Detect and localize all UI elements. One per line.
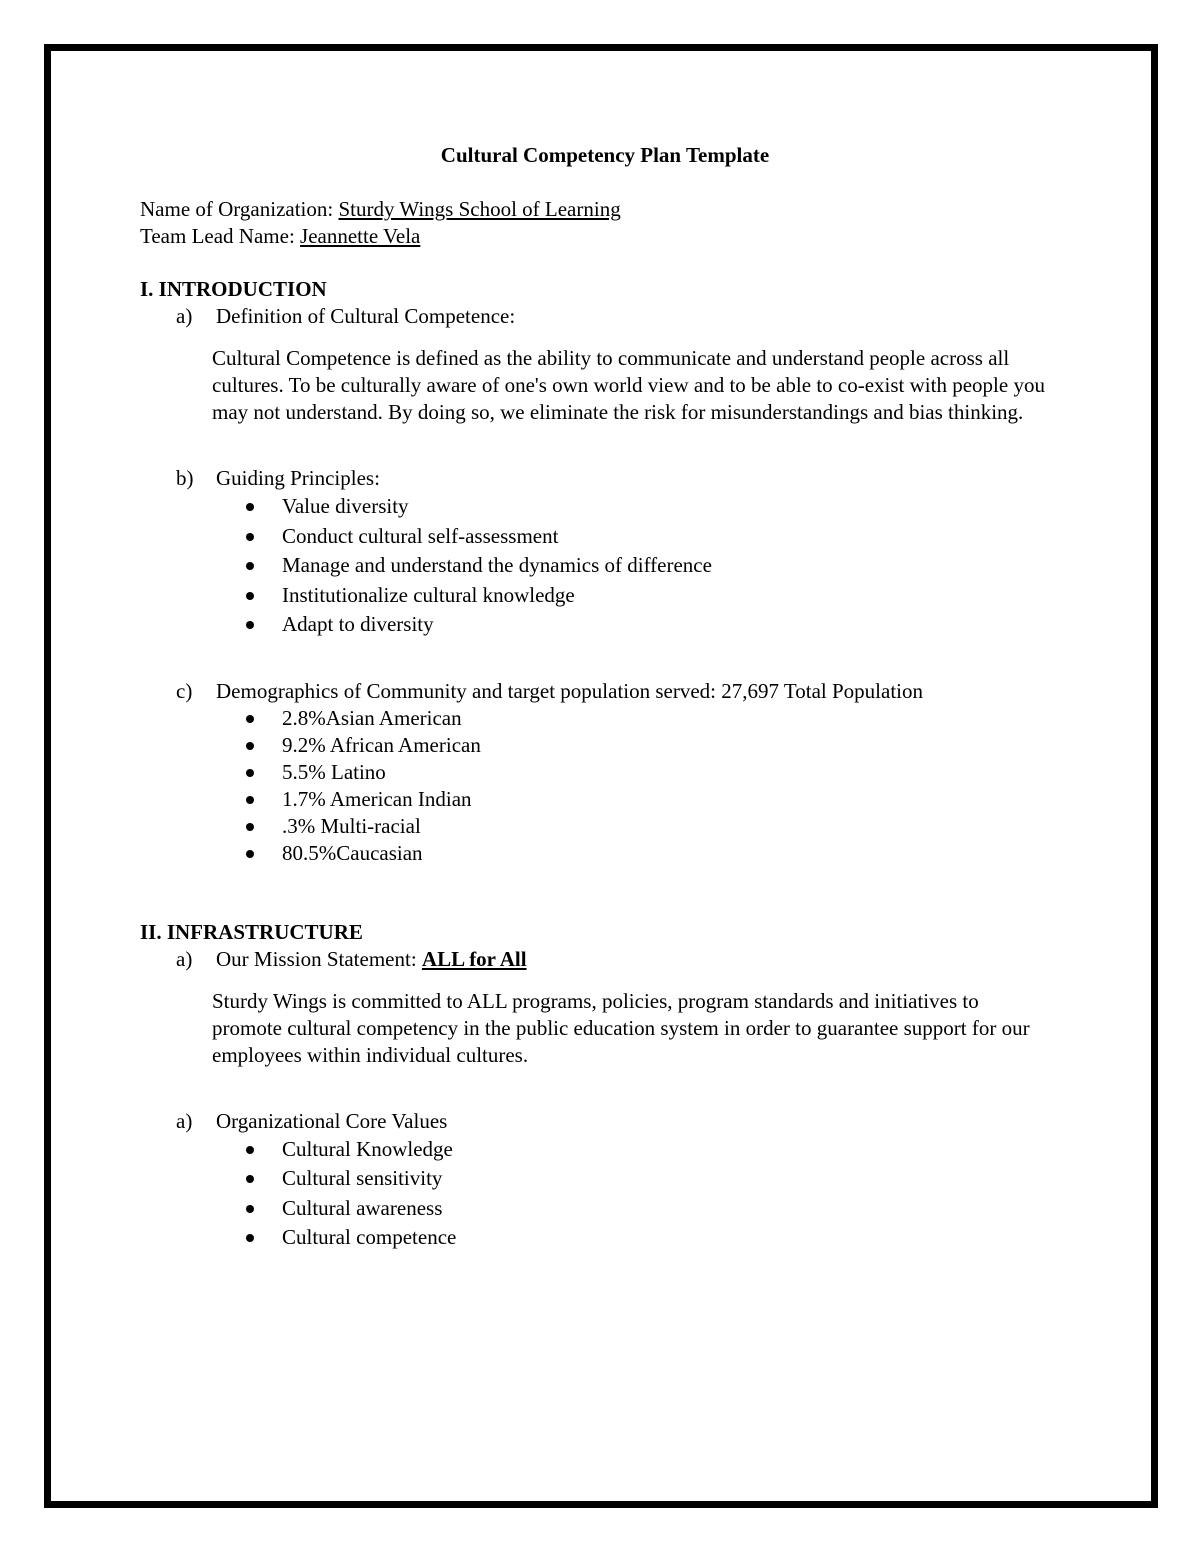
section-infrastructure-heading: II. INFRASTRUCTURE — [140, 919, 363, 944]
sub-letter: a) — [176, 1108, 193, 1133]
organization-name: Sturdy Wings School of Learning — [338, 197, 621, 221]
bullet-icon — [246, 1234, 254, 1242]
document-title: Cultural Competency Plan Template — [440, 143, 770, 167]
definition-paragraph: Cultural Competence is defined as the ability to communicate and understand people across all cultures. To be culturally aware of one's own world view and to be able to co-exist with people you may not understand. By doing so, we eliminate the risk for misunderstandings and bias thinking. — [212, 346, 1045, 424]
sub-letter: b) — [176, 466, 194, 490]
bullet-icon — [246, 715, 254, 723]
guiding-principles-subheading — [176, 465, 1070, 492]
bullet-icon — [246, 1146, 254, 1154]
bullet-icon — [246, 533, 254, 541]
list-item: 1.7% American Indian — [244, 786, 1070, 813]
list-item: Institutionalize cultural knowledge — [244, 581, 1070, 611]
organization-label: Name of Organization: — [140, 197, 339, 221]
section-introduction-heading: I. INTRODUCTION — [140, 277, 327, 301]
mission-line — [216, 946, 527, 973]
list-item: Manage and understand the dynamics of difference — [244, 551, 1070, 581]
core-values-subheading — [176, 1108, 1070, 1135]
bullet-icon — [246, 796, 254, 804]
bullet-icon — [246, 592, 254, 600]
mission-value: ALL for All — [421, 946, 527, 971]
core-values-list — [244, 1135, 1070, 1253]
team-lead-name: Jeannette Vela — [300, 224, 421, 248]
list-item: Cultural competence — [244, 1223, 1070, 1253]
bullet-icon — [246, 769, 254, 777]
bullet-icon — [246, 503, 254, 511]
bullet-icon — [246, 1175, 254, 1183]
list-item: Cultural Knowledge — [244, 1135, 1070, 1165]
list-item: Cultural sensitivity — [244, 1164, 1070, 1194]
bullet-icon — [246, 742, 254, 750]
bullet-icon — [246, 823, 254, 831]
definition-subheading — [176, 303, 1070, 330]
bullet-icon — [246, 621, 254, 629]
list-item: 80.5%Caucasian — [244, 840, 1070, 867]
sub-letter: a) — [176, 946, 193, 971]
team-lead-label: Team Lead Name: — [140, 224, 301, 248]
bullet-icon — [246, 562, 254, 570]
guiding-principles-list — [244, 492, 1070, 640]
demographics-label: Demographics of Community and target population served: 27,697 Total Population — [216, 678, 923, 703]
list-item: Cultural awareness — [244, 1194, 1070, 1224]
demographics-list — [244, 705, 1070, 867]
demographics-subheading — [176, 678, 1070, 705]
sub-letter: c) — [176, 678, 193, 703]
list-item: Adapt to diversity — [244, 610, 1070, 640]
guiding-principles-label: Guiding Principles: — [216, 466, 380, 490]
mission-label: Our Mission Statement: — [216, 946, 422, 971]
list-item: 9.2% African American — [244, 732, 1070, 759]
list-item: .3% Multi-racial — [244, 813, 1070, 840]
document-page — [140, 142, 1070, 1253]
team-lead-line — [140, 223, 1070, 250]
bullet-icon — [246, 1205, 254, 1213]
list-item: 2.8%Asian American — [244, 705, 1070, 732]
mission-paragraph: Sturdy Wings is committed to ALL programs, policies, program standards and initiatives to promote cultural competency in the public education system in order to guarantee support for our employees within individual cultures. — [212, 988, 1030, 1067]
definition-label: Definition of Cultural Competence: — [216, 304, 516, 328]
sub-letter: a) — [176, 304, 193, 328]
list-item: Value diversity — [244, 492, 1070, 522]
mission-subheading — [176, 946, 1070, 973]
bullet-icon — [246, 850, 254, 858]
list-item: 5.5% Latino — [244, 759, 1070, 786]
core-values-label: Organizational Core Values — [216, 1108, 448, 1133]
organization-line — [140, 196, 1070, 223]
list-item: Conduct cultural self-assessment — [244, 522, 1070, 552]
